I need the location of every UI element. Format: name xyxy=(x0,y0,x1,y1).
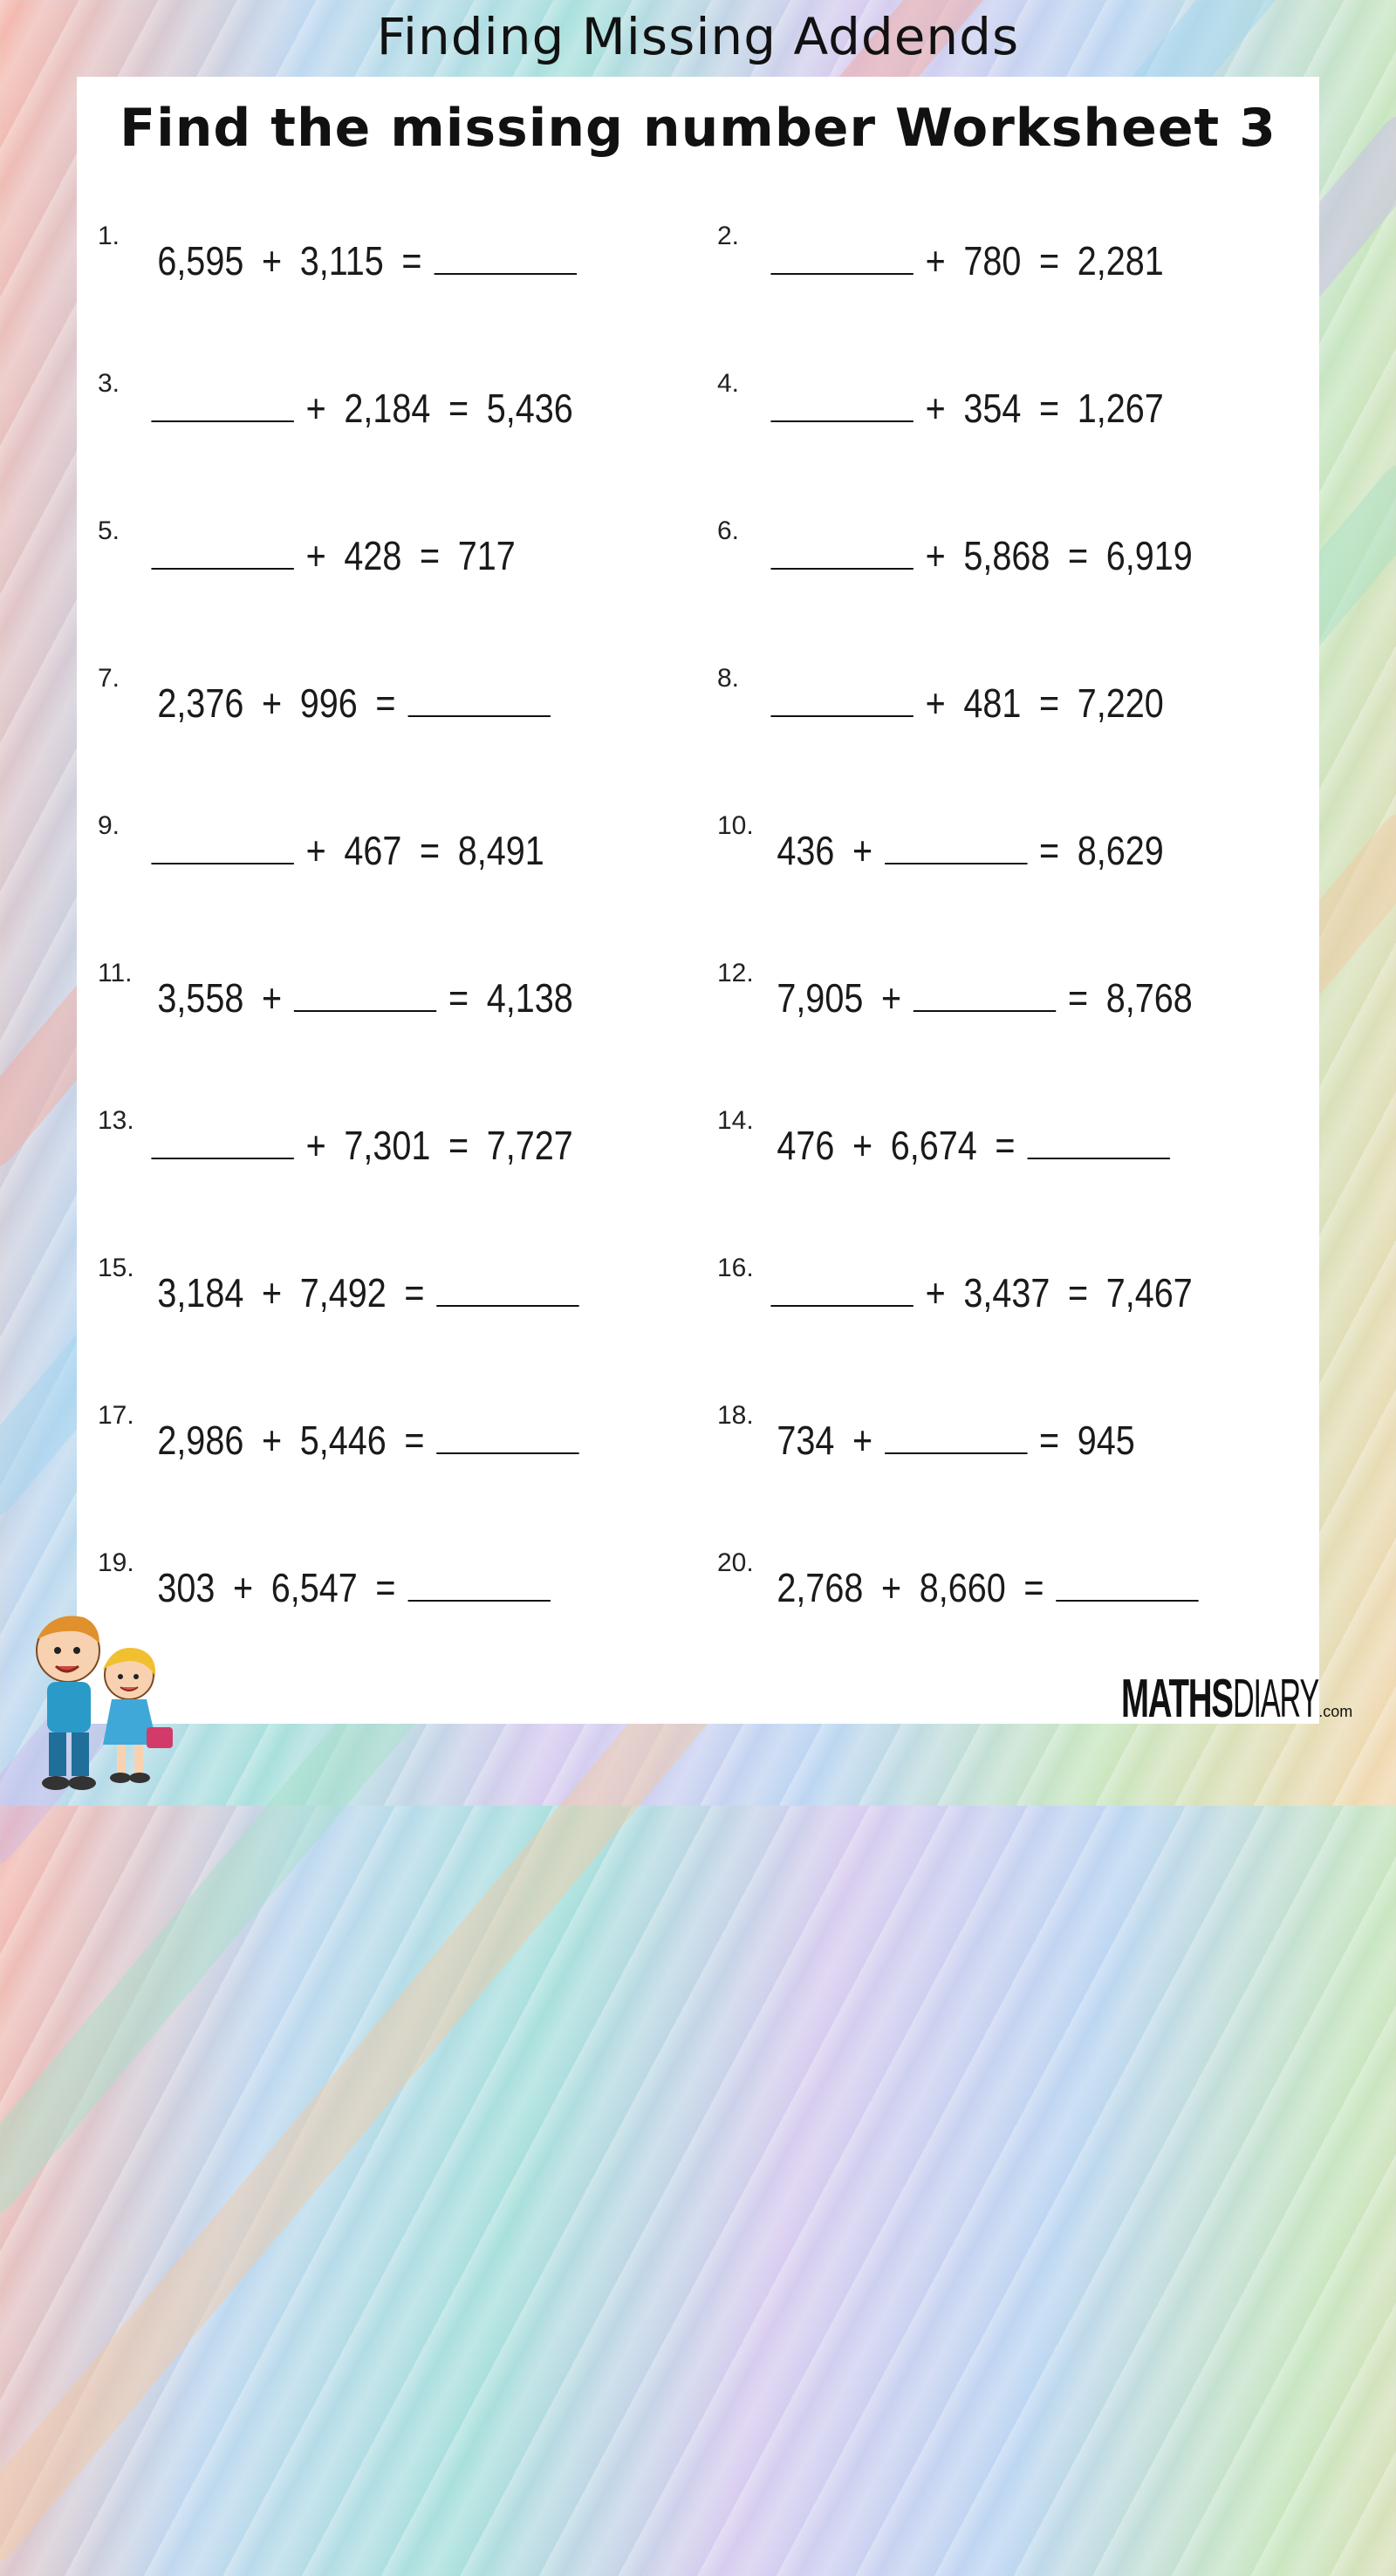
plus-sign: + xyxy=(880,1565,902,1610)
plus-sign: + xyxy=(305,386,326,431)
plus-sign: + xyxy=(925,386,946,431)
number-term: 5,868 xyxy=(963,533,1050,578)
problem-number: 2. xyxy=(717,222,740,250)
equals-sign: = xyxy=(448,386,469,431)
equals-sign: = xyxy=(404,1270,425,1315)
equals-sign: = xyxy=(401,238,422,284)
equation xyxy=(148,237,579,284)
problem-number: 1. xyxy=(98,222,120,250)
equation xyxy=(768,237,1173,284)
number-term: 2,986 xyxy=(157,1418,244,1463)
number-term: 5,446 xyxy=(299,1418,387,1463)
worksheet-title: Finding Missing Addends xyxy=(376,7,1020,66)
number-term: 8,768 xyxy=(1105,975,1193,1021)
answer-blank[interactable] xyxy=(885,1418,1027,1454)
number-term: 436 xyxy=(777,828,835,873)
plus-sign: + xyxy=(261,238,283,284)
answer-blank[interactable] xyxy=(1056,1565,1198,1602)
number-term: 996 xyxy=(299,680,358,726)
number-term: 8,491 xyxy=(457,828,544,873)
equals-sign: = xyxy=(1038,238,1060,284)
problem-number: 7. xyxy=(98,664,120,693)
number-term: 2,281 xyxy=(1077,238,1164,284)
equals-sign: = xyxy=(448,975,469,1021)
plus-sign: + xyxy=(852,828,873,873)
equals-sign: = xyxy=(1068,975,1089,1021)
problem-number: 13. xyxy=(98,1106,134,1135)
mathsdiary-logo: MATHSDIARY.com xyxy=(1121,1669,1353,1729)
number-term: 5,436 xyxy=(486,386,573,431)
answer-blank[interactable] xyxy=(151,1123,293,1159)
equals-sign: = xyxy=(1068,533,1089,578)
problem-number: 19. xyxy=(98,1548,134,1577)
number-term: 7,727 xyxy=(486,1123,573,1168)
worksheet-page xyxy=(77,77,1319,1724)
answer-blank[interactable] xyxy=(1027,1123,1169,1159)
answer-blank[interactable] xyxy=(151,828,293,864)
equation xyxy=(148,1417,582,1464)
equals-sign: = xyxy=(375,1565,396,1610)
number-term: 7,905 xyxy=(777,975,864,1021)
plus-sign: + xyxy=(852,1123,873,1168)
plus-sign: + xyxy=(880,975,902,1021)
answer-blank[interactable] xyxy=(434,238,576,275)
plus-sign: + xyxy=(261,1418,283,1463)
number-term: 4,138 xyxy=(486,975,573,1021)
plus-sign: + xyxy=(305,1123,326,1168)
problem-number: 8. xyxy=(717,664,740,693)
number-term: 7,492 xyxy=(299,1270,387,1315)
number-term: 428 xyxy=(344,533,402,578)
number-term: 3,437 xyxy=(963,1270,1050,1315)
plus-sign: + xyxy=(852,1418,873,1463)
problem-number: 16. xyxy=(717,1254,754,1282)
number-term: 2,184 xyxy=(344,386,431,431)
kids-illustration xyxy=(16,1605,190,1797)
equals-sign: = xyxy=(1038,828,1060,873)
answer-blank[interactable] xyxy=(436,1418,578,1454)
number-term: 3,558 xyxy=(157,975,244,1021)
number-term: 476 xyxy=(777,1123,835,1168)
number-term: 1,267 xyxy=(1077,386,1164,431)
equation xyxy=(768,532,1201,579)
number-term: 8,629 xyxy=(1077,828,1164,873)
answer-blank[interactable] xyxy=(151,386,293,422)
number-term: 734 xyxy=(777,1418,835,1463)
number-term: 8,660 xyxy=(919,1565,1006,1610)
equals-sign: = xyxy=(404,1418,425,1463)
equation xyxy=(768,385,1173,432)
answer-blank[interactable] xyxy=(914,975,1056,1012)
plus-sign: + xyxy=(261,680,283,726)
number-term: 6,595 xyxy=(157,238,244,284)
answer-blank[interactable] xyxy=(770,680,913,717)
equals-sign: = xyxy=(419,828,441,873)
equals-sign: = xyxy=(1038,386,1060,431)
number-term: 3,184 xyxy=(157,1270,244,1315)
problem-number: 5. xyxy=(98,516,120,545)
number-term: 467 xyxy=(344,828,402,873)
equals-sign: = xyxy=(375,680,396,726)
number-term: 6,919 xyxy=(1105,533,1193,578)
number-term: 717 xyxy=(457,533,516,578)
equation xyxy=(768,974,1201,1022)
answer-blank[interactable] xyxy=(151,533,293,570)
equation xyxy=(148,1269,582,1316)
equals-sign: = xyxy=(448,1123,469,1168)
equals-sign: = xyxy=(419,533,441,578)
equals-sign: = xyxy=(995,1123,1016,1168)
equals-sign: = xyxy=(1038,1418,1060,1463)
equation xyxy=(768,827,1173,874)
plus-sign: + xyxy=(261,1270,283,1315)
plus-sign: + xyxy=(925,533,946,578)
equation xyxy=(768,1269,1201,1316)
number-term: 6,674 xyxy=(890,1123,977,1168)
answer-blank[interactable] xyxy=(407,1565,550,1602)
plus-sign: + xyxy=(305,533,326,578)
number-term: 780 xyxy=(963,238,1022,284)
number-term: 2,376 xyxy=(157,680,244,726)
problem-number: 18. xyxy=(717,1401,754,1430)
problem-number: 20. xyxy=(717,1548,754,1577)
answer-blank[interactable] xyxy=(770,386,913,422)
equation xyxy=(768,1417,1144,1464)
number-term: 945 xyxy=(1077,1418,1135,1463)
equation xyxy=(148,532,524,579)
number-term: 354 xyxy=(963,386,1022,431)
number-term: 3,115 xyxy=(299,238,384,284)
equation xyxy=(768,680,1173,727)
number-term: 481 xyxy=(963,680,1022,726)
plus-sign: + xyxy=(305,828,326,873)
problem-number: 6. xyxy=(717,516,740,545)
number-term: 7,220 xyxy=(1077,680,1164,726)
plus-sign: + xyxy=(925,238,946,284)
equation xyxy=(148,827,553,874)
equals-sign: = xyxy=(1038,680,1060,726)
equals-sign: = xyxy=(1023,1565,1044,1610)
equation xyxy=(148,1564,553,1611)
plus-sign: + xyxy=(925,680,946,726)
plus-sign: + xyxy=(232,1565,254,1610)
number-term: 2,768 xyxy=(777,1565,864,1610)
equation xyxy=(148,385,582,432)
worksheet-subtitle: Find the missing number Worksheet 3 xyxy=(120,98,1276,159)
equation xyxy=(768,1122,1173,1169)
answer-blank[interactable] xyxy=(770,533,913,570)
number-term: 7,301 xyxy=(344,1123,431,1168)
equation xyxy=(768,1564,1201,1611)
equals-sign: = xyxy=(1068,1270,1089,1315)
answer-blank[interactable] xyxy=(294,975,436,1012)
number-term: 7,467 xyxy=(1105,1270,1193,1315)
problem-number: 12. xyxy=(717,959,754,987)
equation xyxy=(148,1122,582,1169)
answer-blank[interactable] xyxy=(407,680,550,717)
problem-number: 14. xyxy=(717,1106,754,1135)
answer-blank[interactable] xyxy=(770,1270,913,1307)
answer-blank[interactable] xyxy=(436,1270,578,1307)
number-term: 6,547 xyxy=(270,1565,358,1610)
problem-number: 11. xyxy=(98,959,133,987)
plus-sign: + xyxy=(925,1270,946,1315)
problem-number: 17. xyxy=(98,1401,134,1430)
number-term: 303 xyxy=(157,1565,216,1610)
plus-sign: + xyxy=(261,975,283,1021)
equation xyxy=(148,680,553,727)
problem-number: 9. xyxy=(98,811,120,840)
problem-number: 15. xyxy=(98,1254,134,1282)
equation xyxy=(148,974,582,1022)
problem-number: 3. xyxy=(98,369,120,398)
answer-blank[interactable] xyxy=(770,238,913,275)
answer-blank[interactable] xyxy=(885,828,1027,864)
problem-number: 10. xyxy=(717,811,754,840)
problem-number: 4. xyxy=(717,369,740,398)
